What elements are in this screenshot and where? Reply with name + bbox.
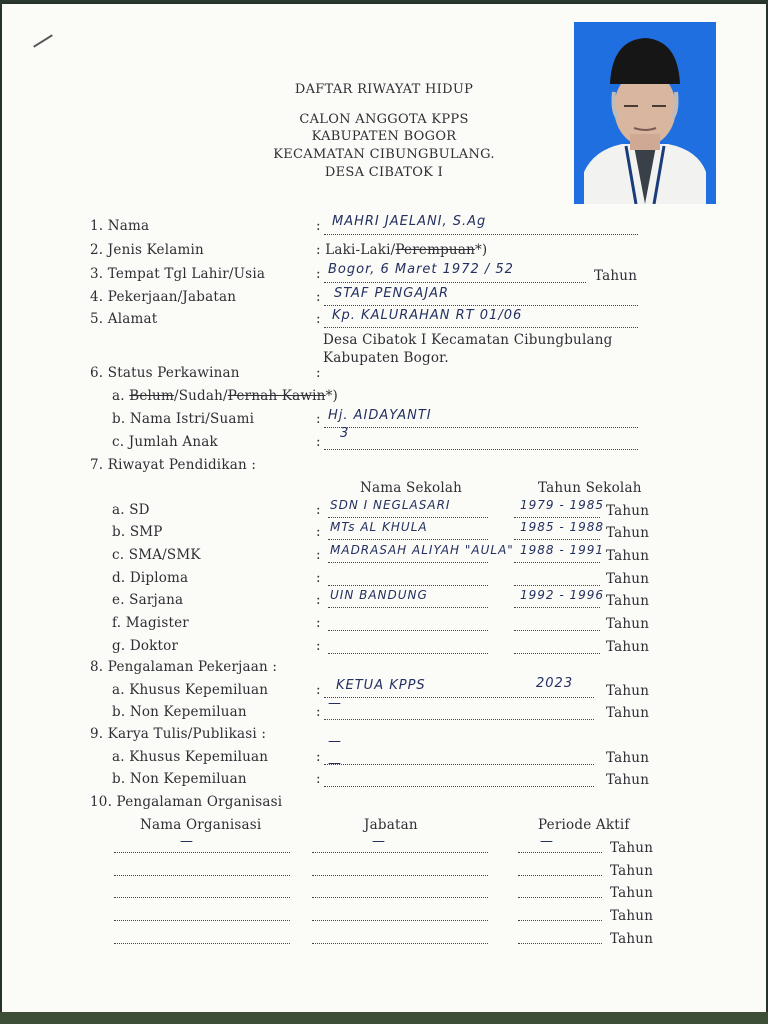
header-line-5: DESA CIBATOK I bbox=[324, 165, 444, 180]
org-periode-dotline[interactable] bbox=[518, 852, 602, 853]
org-mark-3: — bbox=[540, 834, 554, 849]
label-nama: 1. Nama bbox=[90, 218, 150, 234]
status-options[interactable] bbox=[112, 388, 338, 404]
colon-nama: : bbox=[316, 218, 321, 234]
colon-karya-non: : bbox=[316, 771, 321, 787]
edu-row-colon: : bbox=[316, 615, 321, 631]
label-jenis-kelamin: 2. Jenis Kelamin bbox=[90, 242, 204, 258]
org-nama-dotline[interactable] bbox=[114, 875, 290, 876]
option-belum: Belum bbox=[129, 388, 174, 404]
colon-pekerjaan: : bbox=[316, 289, 321, 305]
edu-row-colon: : bbox=[316, 547, 321, 563]
option-pernah-kawin: Pernah Kawin bbox=[227, 388, 326, 404]
org-jabatan-dotline[interactable] bbox=[312, 852, 488, 853]
label-karya-khusus: a. Khusus Kepemiluan bbox=[112, 749, 269, 765]
edu-row-label: e. Sarjana bbox=[112, 592, 184, 608]
label-jumlah-anak: c. Jumlah Anak bbox=[112, 434, 218, 450]
edu-row-colon: : bbox=[316, 592, 321, 608]
edu-year-dotline bbox=[514, 539, 600, 540]
edu-school-dotline bbox=[328, 517, 488, 518]
org-periode-dotline[interactable] bbox=[518, 943, 602, 944]
unit-ttl: Tahun bbox=[594, 268, 638, 284]
dotline-non bbox=[324, 719, 594, 720]
label-alamat: 5. Alamat bbox=[90, 311, 158, 327]
value-karya-non[interactable]: — bbox=[328, 756, 342, 771]
edu-year-value[interactable]: 1988 - 1991 bbox=[520, 543, 605, 557]
value-khusus-kepemiluan[interactable]: KETUA KPPS bbox=[336, 678, 426, 693]
colon-ttl: : bbox=[316, 266, 321, 282]
dotline-nama bbox=[324, 234, 638, 235]
label-khusus-kepemiluan: a. Khusus Kepemiluan bbox=[112, 682, 269, 698]
org-mark-2: — bbox=[372, 834, 386, 849]
background-strip bbox=[0, 1012, 768, 1024]
col-periode-aktif: Periode Aktif bbox=[538, 817, 630, 833]
edu-row-label: g. Doktor bbox=[112, 638, 179, 654]
unit-khusus: Tahun bbox=[606, 683, 650, 699]
edu-school-dotline bbox=[328, 607, 488, 608]
edu-row-colon: : bbox=[316, 524, 321, 540]
unit-karya-non: Tahun bbox=[606, 772, 650, 788]
org-periode-unit: Tahun bbox=[610, 908, 654, 924]
form-title: DAFTAR RIWAYAT HIDUP bbox=[294, 82, 474, 97]
value-alamat[interactable]: Kp. KALURAHAN RT 01/06 bbox=[332, 308, 523, 323]
org-jabatan-dotline[interactable] bbox=[312, 897, 488, 898]
edu-row-colon: : bbox=[316, 638, 321, 654]
label-karya-non: b. Non Kepemiluan bbox=[112, 771, 247, 787]
portrait-photo-icon bbox=[574, 22, 716, 204]
value-ttl[interactable]: Bogor, 6 Maret 1972 / 52 bbox=[328, 262, 514, 277]
edu-year-unit: Tahun bbox=[606, 616, 650, 632]
dotline-pekerjaan bbox=[324, 305, 638, 306]
label-karya: 9. Karya Tulis/Publikasi : bbox=[90, 726, 267, 742]
colon-khusus: : bbox=[316, 682, 321, 698]
colon-non: : bbox=[316, 704, 321, 720]
option-laki: : Laki-Laki/ bbox=[316, 242, 396, 258]
value-non-kepemiluan[interactable]: — bbox=[328, 696, 342, 711]
header-line-2: CALON ANGGOTA KPPS bbox=[299, 112, 469, 127]
org-nama-dotline[interactable] bbox=[114, 943, 290, 944]
edu-year-value[interactable]: 1992 - 1996 bbox=[520, 588, 605, 602]
edu-year-unit: Tahun bbox=[606, 548, 650, 564]
dotline-khusus bbox=[324, 697, 594, 698]
value-nama-istri[interactable]: Hj. AIDAYANTI bbox=[328, 408, 432, 423]
header-line-3: KABUPATEN BOGOR bbox=[311, 129, 457, 144]
edu-school-value[interactable]: MTs AL KHULA bbox=[330, 520, 428, 534]
dotline-karya-khusus bbox=[324, 764, 594, 765]
edu-year-dotline bbox=[514, 562, 600, 563]
label-organisasi: 10. Pengalaman Organisasi bbox=[90, 794, 283, 810]
org-nama-dotline[interactable] bbox=[114, 897, 290, 898]
label-pendidikan: 7. Riwayat Pendidikan : bbox=[90, 457, 257, 473]
edu-year-unit: Tahun bbox=[606, 593, 650, 609]
edu-row-label: f. Magister bbox=[112, 615, 189, 631]
org-nama-dotline[interactable] bbox=[114, 852, 290, 853]
org-jabatan-dotline[interactable] bbox=[312, 875, 488, 876]
edu-year-dotline bbox=[514, 517, 600, 518]
colon-istri: : bbox=[316, 411, 321, 427]
org-periode-unit: Tahun bbox=[610, 840, 654, 856]
header-line-4: KECAMATAN CIBUNGBULANG. bbox=[273, 147, 495, 162]
value-pekerjaan[interactable]: STAF PENGAJAR bbox=[334, 286, 450, 301]
edu-year-dotline bbox=[514, 630, 600, 631]
dotline-karya-non bbox=[324, 786, 594, 787]
colon-anak: : bbox=[316, 434, 321, 450]
edu-year-dotline bbox=[514, 607, 600, 608]
value-jenis-kelamin[interactable] bbox=[316, 242, 487, 258]
dotline-ttl bbox=[324, 282, 586, 283]
dotline-anak bbox=[324, 449, 638, 450]
edu-row-colon: : bbox=[316, 502, 321, 518]
footnote-mark: *) bbox=[474, 242, 488, 258]
colon-alamat: : bbox=[316, 311, 321, 327]
unit-karya-khusus: Tahun bbox=[606, 750, 650, 766]
label-pengalaman: 8. Pengalaman Pekerjaan : bbox=[90, 659, 278, 675]
edu-year-unit: Tahun bbox=[606, 639, 650, 655]
edu-row-label: c. SMA/SMK bbox=[112, 547, 201, 563]
edu-year-unit: Tahun bbox=[606, 503, 650, 519]
label-non-kepemiluan: b. Non Kepemiluan bbox=[112, 704, 247, 720]
edu-school-value[interactable]: MADRASAH ALIYAH "AULA" bbox=[330, 543, 514, 557]
org-jabatan-dotline[interactable] bbox=[312, 920, 488, 921]
option-sudah: /Sudah/ bbox=[173, 388, 228, 404]
unit-non: Tahun bbox=[606, 705, 650, 721]
status-a-prefix: a. bbox=[112, 388, 130, 404]
edu-year-value[interactable]: 1985 - 1988 bbox=[520, 520, 605, 534]
col-tahun-sekolah: Tahun Sekolah bbox=[538, 480, 642, 496]
col-nama-sekolah: Nama Sekolah bbox=[360, 480, 463, 496]
value-nama[interactable]: MAHRI JAELANI, S.Ag bbox=[332, 214, 487, 229]
alamat-line-3: Kabupaten Bogor. bbox=[323, 350, 449, 366]
org-periode-unit: Tahun bbox=[610, 931, 654, 947]
org-periode-dotline[interactable] bbox=[518, 920, 602, 921]
edu-row-label: a. SD bbox=[112, 502, 150, 518]
status-footnote: *) bbox=[325, 388, 338, 404]
edu-row-label: d. Diploma bbox=[112, 570, 189, 586]
edu-row-label: b. SMP bbox=[112, 524, 163, 540]
value-khusus-tahun[interactable]: 2023 bbox=[536, 676, 574, 691]
colon-karya-khusus: : bbox=[316, 749, 321, 765]
org-mark-1: — bbox=[180, 834, 194, 849]
label-ttl: 3. Tempat Tgl Lahir/Usia bbox=[90, 266, 266, 282]
dotline-istri bbox=[324, 427, 638, 428]
edu-school-dotline bbox=[328, 562, 488, 563]
form-paper bbox=[2, 4, 766, 1016]
option-perempuan: Perempuan bbox=[395, 242, 475, 258]
org-periode-unit: Tahun bbox=[610, 885, 654, 901]
org-periode-unit: Tahun bbox=[610, 863, 654, 879]
col-jabatan: Jabatan bbox=[364, 817, 418, 833]
edu-year-dotline bbox=[514, 653, 600, 654]
edu-year-unit: Tahun bbox=[606, 571, 650, 587]
edu-year-value[interactable]: 1979 - 1985 bbox=[520, 498, 605, 512]
pen-mark-icon bbox=[33, 34, 53, 47]
edu-school-value[interactable]: SDN I NEGLASARI bbox=[330, 498, 451, 512]
edu-year-unit: Tahun bbox=[606, 525, 650, 541]
edu-year-dotline bbox=[514, 585, 600, 586]
edu-school-dotline bbox=[328, 585, 488, 586]
label-pekerjaan: 4. Pekerjaan/Jabatan bbox=[90, 289, 237, 305]
value-karya-khusus[interactable]: — bbox=[328, 734, 342, 749]
org-periode-dotline[interactable] bbox=[518, 897, 602, 898]
edu-row-colon: : bbox=[316, 570, 321, 586]
value-jumlah-anak[interactable]: 3 bbox=[340, 426, 350, 441]
org-jabatan-dotline[interactable] bbox=[312, 943, 488, 944]
colon-status: : bbox=[316, 365, 321, 381]
edu-school-dotline bbox=[328, 539, 488, 540]
edu-school-value[interactable]: UIN BANDUNG bbox=[330, 588, 428, 602]
dotline-alamat bbox=[324, 327, 638, 328]
edu-school-dotline bbox=[328, 630, 488, 631]
label-nama-istri-text: b. Nama Istri/Suami bbox=[112, 411, 255, 427]
edu-school-dotline bbox=[328, 653, 488, 654]
col-nama-organisasi: Nama Organisasi bbox=[140, 817, 262, 833]
org-nama-dotline[interactable] bbox=[114, 920, 290, 921]
label-status: 6. Status Perkawinan bbox=[90, 365, 240, 381]
alamat-line-2: Desa Cibatok I Kecamatan Cibungbulang bbox=[323, 332, 613, 348]
label-nama-istri bbox=[112, 411, 254, 427]
org-periode-dotline[interactable] bbox=[518, 875, 602, 876]
